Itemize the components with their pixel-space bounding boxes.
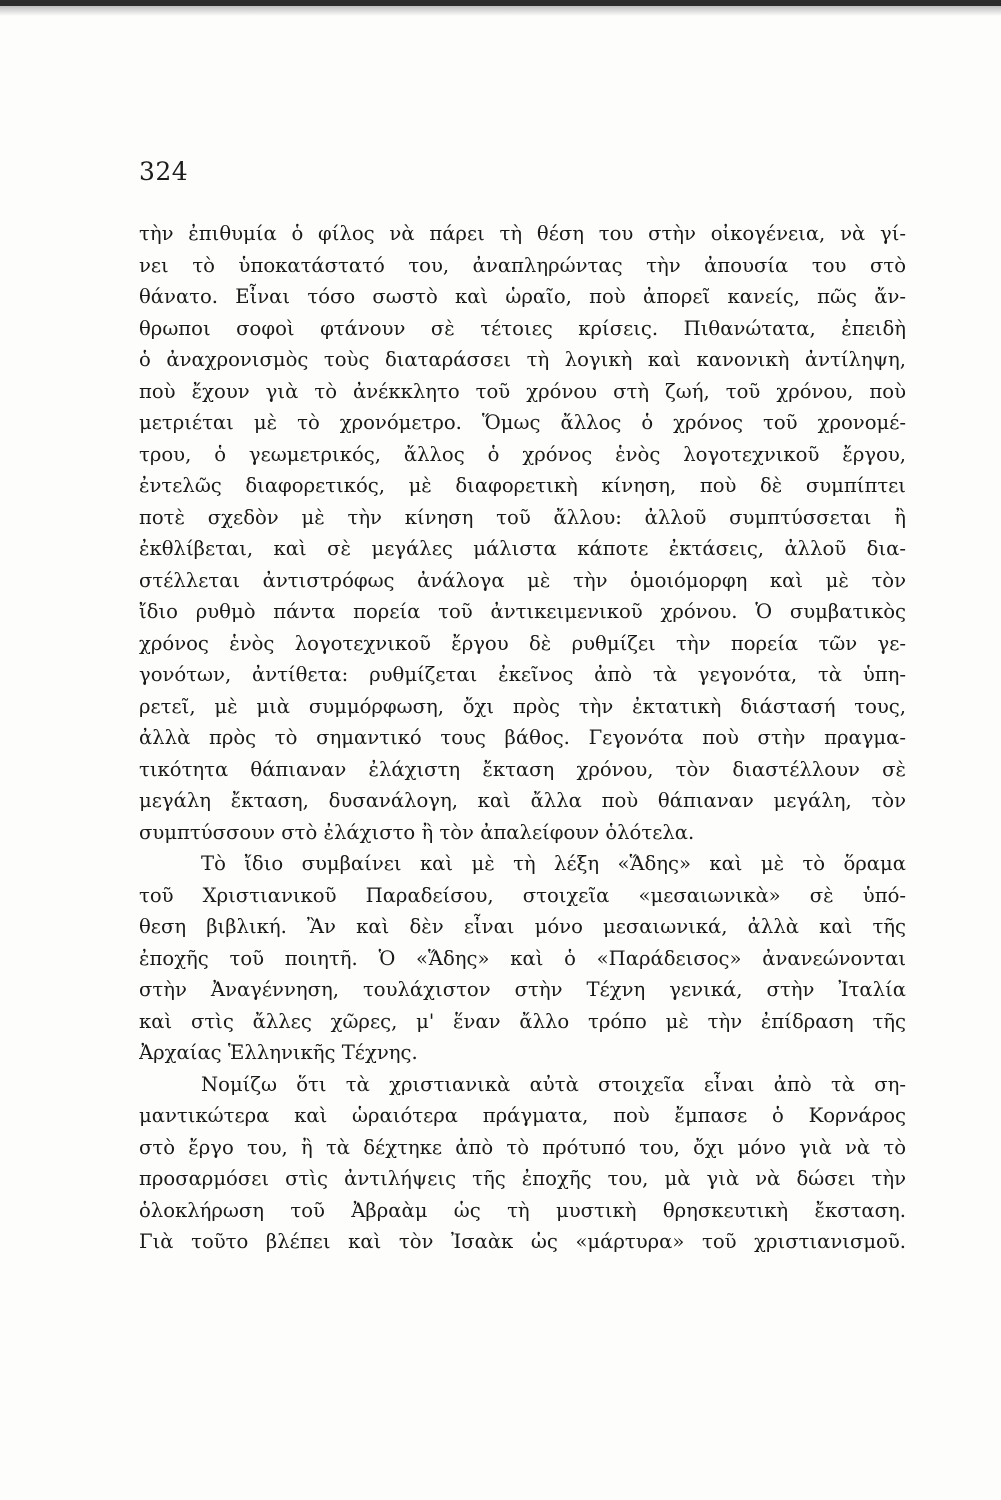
text-line: ἀλλὰ πρὸς τὸ σημαντικό τους βάθος. Γεγονότα ποὺ στὴν πραγμα- <box>139 726 906 749</box>
text-line: θάνατο. Εἶναι τόσο σωστὸ καὶ ὡραῖο, ποὺ ἀπορεῖ κανείς, πῶς ἄν- <box>139 285 906 308</box>
text-line: στὸ ἔργο του, ἢ τὰ δέχτηκε ἀπὸ τὸ πρότυπό του, ὄχι μόνο γιὰ νὰ τὸ <box>139 1135 906 1159</box>
paragraph-1 <box>139 218 906 848</box>
text-line: τοῦ Χριστιανικοῦ Παραδείσου, στοιχεῖα «μεσαιωνικὰ» σὲ ὑπό- <box>139 883 906 907</box>
text-line: ἐντελῶς διαφορετικός, μὲ διαφορετικὴ κίνηση, ποὺ δὲ συμπίπτει <box>139 474 906 497</box>
text-line: ὁλοκλήρωση τοῦ Ἀβραὰμ ὡς τὴ μυστικὴ θρησκευτικὴ ἔκσταση. <box>139 1198 906 1222</box>
text-line: τικότητα θάπιαναν ἐλάχιστη ἔκταση χρόνου, τὸν διαστέλλουν σὲ <box>139 757 906 781</box>
text-line: ἐκθλίβεται, καὶ σὲ μεγάλες μάλιστα κάποτε ἐκτάσεις, ἀλλοῦ δια- <box>139 537 906 560</box>
text-line: στέλλεται ἀντιστρόφως ἀνάλογα μὲ τὴν ὁμοιόμορφη καὶ μὲ τὸν <box>139 568 906 592</box>
text-line: ἴδιο ρυθμὸ πάντα πορεία τοῦ ἀντικειμενικοῦ χρόνου. Ὁ συμβατικὸς <box>139 600 906 623</box>
text-line: στὴν Ἀναγέννηση, τουλάχιστον στὴν Τέχνη γενικά, στὴν Ἰταλία <box>139 978 906 1001</box>
text-line: χρόνος ἑνὸς λογοτεχνικοῦ ἔργου δὲ ρυθμίζει τὴν πορεία τῶν γε- <box>139 631 906 655</box>
text-line: Ἀρχαίας Ἑλληνικῆς Τέχνης. <box>139 1041 418 1064</box>
text-line: ποὺ ἔχουν γιὰ τὸ ἀνέκκλητο τοῦ χρόνου στὴ ζωή, τοῦ χρόνου, ποὺ <box>139 379 906 403</box>
text-line: νει τὸ ὑποκατάστατό του, ἀναπληρώντας τὴν ἀπουσία του στὸ <box>139 253 906 277</box>
text-line: ὁ ἀναχρονισμὸς τοὺς διαταράσσει τὴ λογικὴ καὶ κανονικὴ ἀντίληψη, <box>139 348 906 371</box>
text-line: προσαρμόσει στὶς ἀντιλήψεις τῆς ἐποχῆς του, μὰ γιὰ νὰ δώσει τὴν <box>139 1167 906 1190</box>
text-line: ρετεῖ, μὲ μιὰ συμμόρφωση, ὄχι πρὸς τὴν ἐκτατικὴ διάστασή τους, <box>139 694 906 718</box>
text-line: μεγάλη ἔκταση, δυσανάλογη, καὶ ἄλλα ποὺ θάπιαναν μεγάλη, τὸν <box>139 789 906 812</box>
text-line: τρου, ὁ γεωμετρικός, ἄλλος ὁ χρόνος ἑνὸς λογοτεχνικοῦ ἔργου, <box>139 442 906 466</box>
text-line: μαντικώτερα καὶ ὡραιότερα πράγματα, ποὺ ἔμπασε ὁ Κορνάρος <box>139 1104 906 1127</box>
text-line: γονότων, ἀντίθετα: ρυθμίζεται ἐκεῖνος ἀπὸ τὰ γεγονότα, τὰ ὑπη- <box>139 663 906 686</box>
page-number: 324 <box>139 157 189 186</box>
text-line: θεση βιβλική. Ἂν καὶ δὲν εἶναι μόνο μεσαιωνικά, ἀλλὰ καὶ τῆς <box>139 915 906 938</box>
paragraph-3 <box>139 1069 906 1258</box>
text-line: Γιὰ τοῦτο βλέπει καὶ τὸν Ἰσαὰκ ὡς «μάρτυρα» τοῦ χριστιανισμοῦ. <box>139 1230 906 1253</box>
text-line: ἐποχῆς τοῦ ποιητῆ. Ὁ «Ἅδης» καὶ ὁ «Παράδεισος» ἀνανεώνονται <box>139 946 906 970</box>
text-line: τὴν ἐπιθυμία ὁ φίλος νὰ πάρει τὴ θέση του στὴν οἰκογένεια, νὰ γί- <box>139 222 906 245</box>
text-line: ποτὲ σχεδὸν μὲ τὴν κίνηση τοῦ ἄλλου: ἀλλοῦ συμπτύσσεται ἢ <box>139 505 906 529</box>
text-line: συμπτύσσουν στὸ ἐλάχιστο ἢ τὸν ἀπαλείφουν ὁλότελα. <box>139 820 695 844</box>
scan-top-shadow <box>0 6 1001 16</box>
text-line: καὶ στὶς ἄλλες χῶρες, μ' ἕναν ἄλλο τρόπο μὲ τὴν ἐπίδραση τῆς <box>139 1009 906 1033</box>
text-line: Νομίζω ὅτι τὰ χριστιανικὰ αὐτὰ στοιχεῖα εἶναι ἀπὸ τὰ ση- <box>201 1072 906 1096</box>
text-line: θρωποι σοφοὶ φτάνουν σὲ τέτοιες κρίσεις. Πιθανώτατα, ἐπειδὴ <box>139 316 906 340</box>
text-line: μετριέται μὲ τὸ χρονόμετρο. Ὅμως ἄλλος ὁ χρόνος τοῦ χρονομέ- <box>139 411 906 434</box>
body-text <box>139 218 906 1258</box>
paragraph-2 <box>139 848 906 1069</box>
text-line: Τὸ ἴδιο συμβαίνει καὶ μὲ τὴ λέξη «Ἅδης» καὶ μὲ τὸ ὅραμα <box>201 852 906 875</box>
